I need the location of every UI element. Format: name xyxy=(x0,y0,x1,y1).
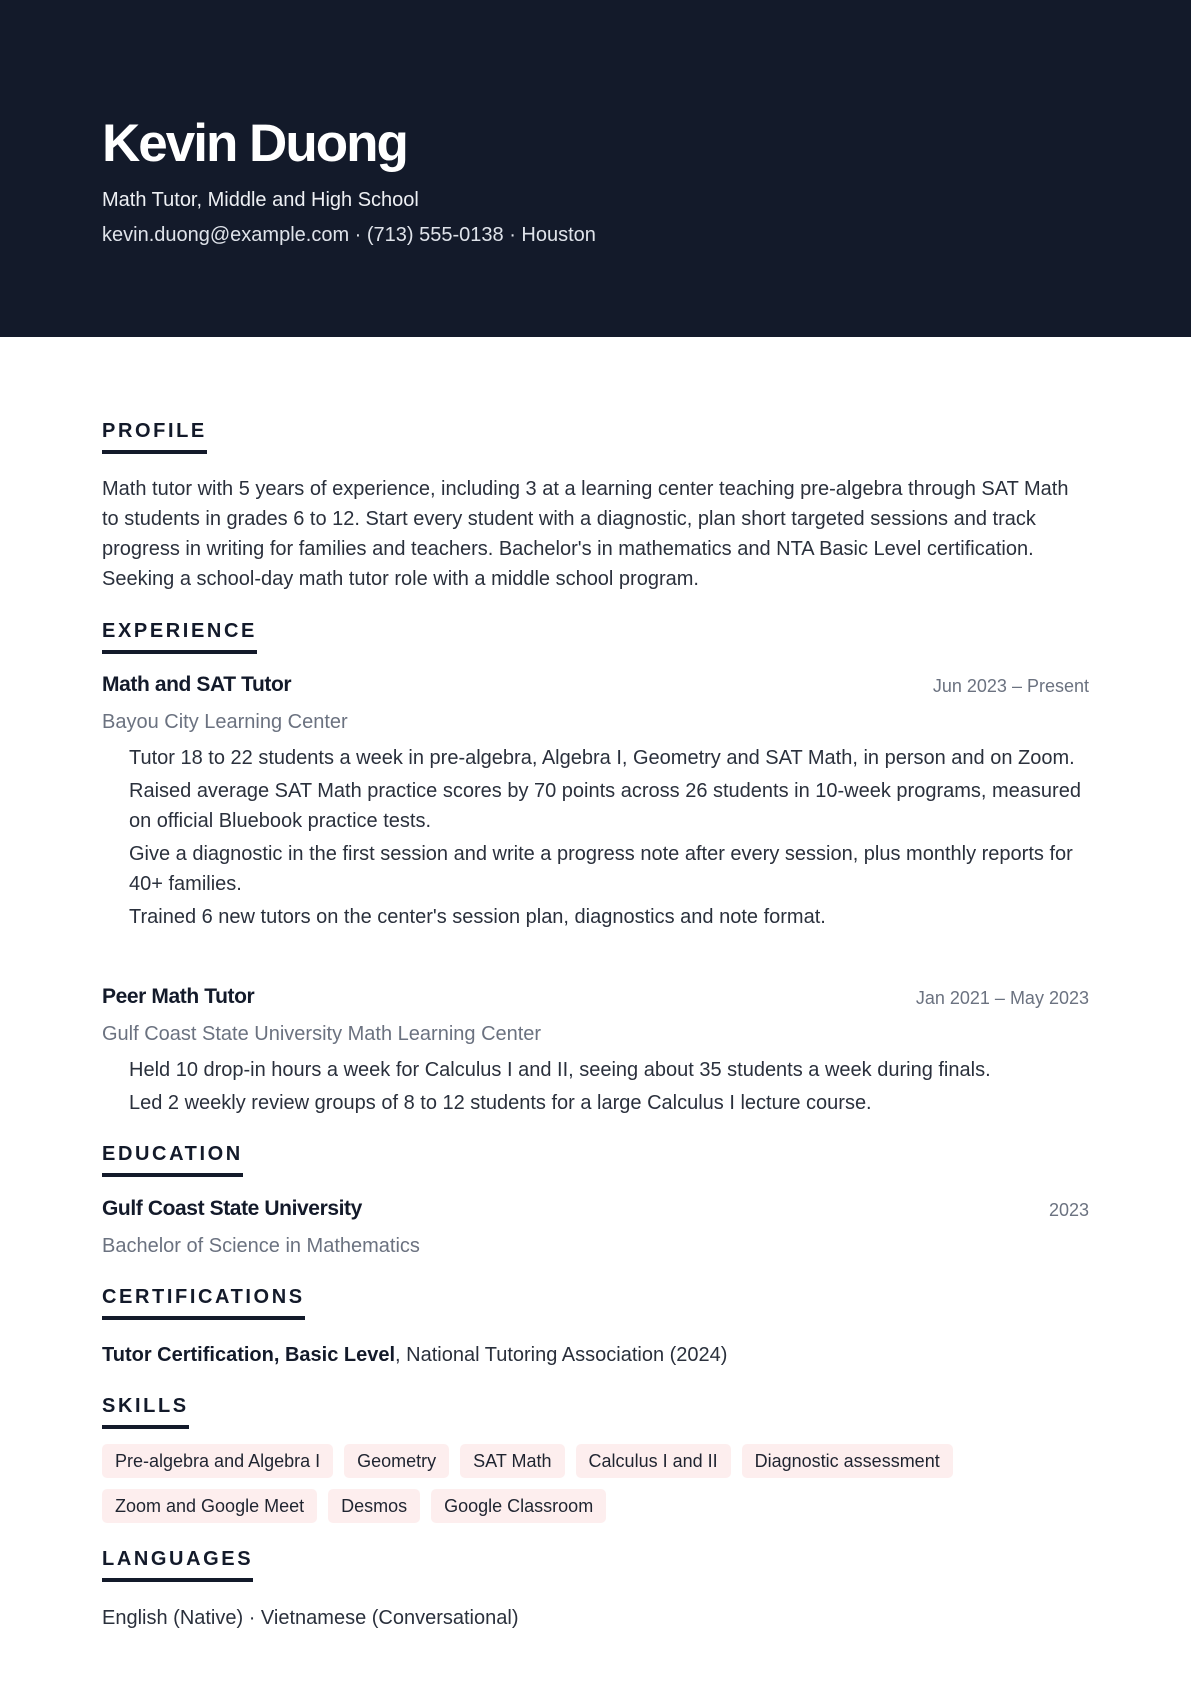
skill-tag: Calculus I and II xyxy=(576,1444,731,1478)
contact-line: kevin.duong@example.com · (713) 555-0138 · Houston xyxy=(102,224,596,246)
skills-list xyxy=(102,1444,1090,1523)
certification-entry xyxy=(102,1342,727,1368)
job-organization: Bayou City Learning Center xyxy=(102,711,348,733)
resume-header xyxy=(0,0,1191,337)
job-dates: Jun 2023 – Present xyxy=(932,676,1089,696)
section-heading-certifications: CERTIFICATIONS xyxy=(102,1284,305,1320)
list-item: Held 10 drop-in hours a week for Calculus I and II, seeing about 35 students a week during finals. xyxy=(129,1059,991,1081)
skill-tag: Zoom and Google Meet xyxy=(102,1489,317,1523)
job-title: Math and SAT Tutor xyxy=(102,673,292,696)
list-item: Trained 6 new tutors on the center's session plan, diagnostics and note format. xyxy=(129,906,826,928)
job-bullets xyxy=(129,1055,1089,1121)
degree: Bachelor of Science in Mathematics xyxy=(102,1235,420,1257)
skill-tag: Pre-algebra and Algebra I xyxy=(102,1444,333,1478)
job-organization: Gulf Coast State University Math Learning Center xyxy=(102,1023,542,1045)
graduation-year: 2023 xyxy=(1048,1200,1089,1220)
candidate-name: Kevin Duong xyxy=(102,114,407,173)
skill-tag: SAT Math xyxy=(460,1444,564,1478)
languages-line: English (Native) · Vietnamese (Conversational) xyxy=(102,1607,519,1629)
list-item: Led 2 weekly review groups of 8 to 12 students for a large Calculus I lecture course. xyxy=(129,1092,872,1114)
list-item: Give a diagnostic in the first session and write a progress note after every session, plus monthly reports for 40+ families. xyxy=(129,843,1073,895)
profile-summary: Math tutor with 5 years of experience, including 3 at a learning center teaching pre-algebra through SAT Math to students in grades 6 to 12. Start every student with a diagnostic, plan short targeted sessions and track progress in writing for families and teachers. Bachelor's in mathematics and NTA Basic Level certification. Seeking a school-day math tutor role with a middle school program. xyxy=(102,478,1069,590)
skill-tag: Geometry xyxy=(344,1444,449,1478)
skill-tag: Google Classroom xyxy=(431,1489,606,1523)
candidate-title: Math Tutor, Middle and High School xyxy=(102,189,419,211)
job-dates: Jan 2021 – May 2023 xyxy=(915,988,1089,1008)
list-item: Tutor 18 to 22 students a week in pre-algebra, Algebra I, Geometry and SAT Math, in person and on Zoom. xyxy=(129,747,1075,769)
section-heading-education: EDUCATION xyxy=(102,1141,243,1177)
certification-name: Tutor Certification, Basic Level xyxy=(102,1344,396,1366)
section-heading-languages: LANGUAGES xyxy=(102,1546,253,1582)
section-heading-experience: EXPERIENCE xyxy=(102,618,257,654)
school-name: Gulf Coast State University xyxy=(102,1197,362,1220)
certification-detail: , National Tutoring Association (2024) xyxy=(395,1344,728,1366)
skill-tag: Diagnostic assessment xyxy=(742,1444,953,1478)
job-bullets xyxy=(129,743,1089,935)
list-item: Raised average SAT Math practice scores by 70 points across 26 students in 10-week programs, measured on official Bluebook practice tests. xyxy=(129,780,1081,832)
section-heading-skills: SKILLS xyxy=(102,1393,189,1429)
section-heading-profile: PROFILE xyxy=(102,418,207,454)
skill-tag: Desmos xyxy=(328,1489,420,1523)
job-title: Peer Math Tutor xyxy=(102,985,255,1008)
